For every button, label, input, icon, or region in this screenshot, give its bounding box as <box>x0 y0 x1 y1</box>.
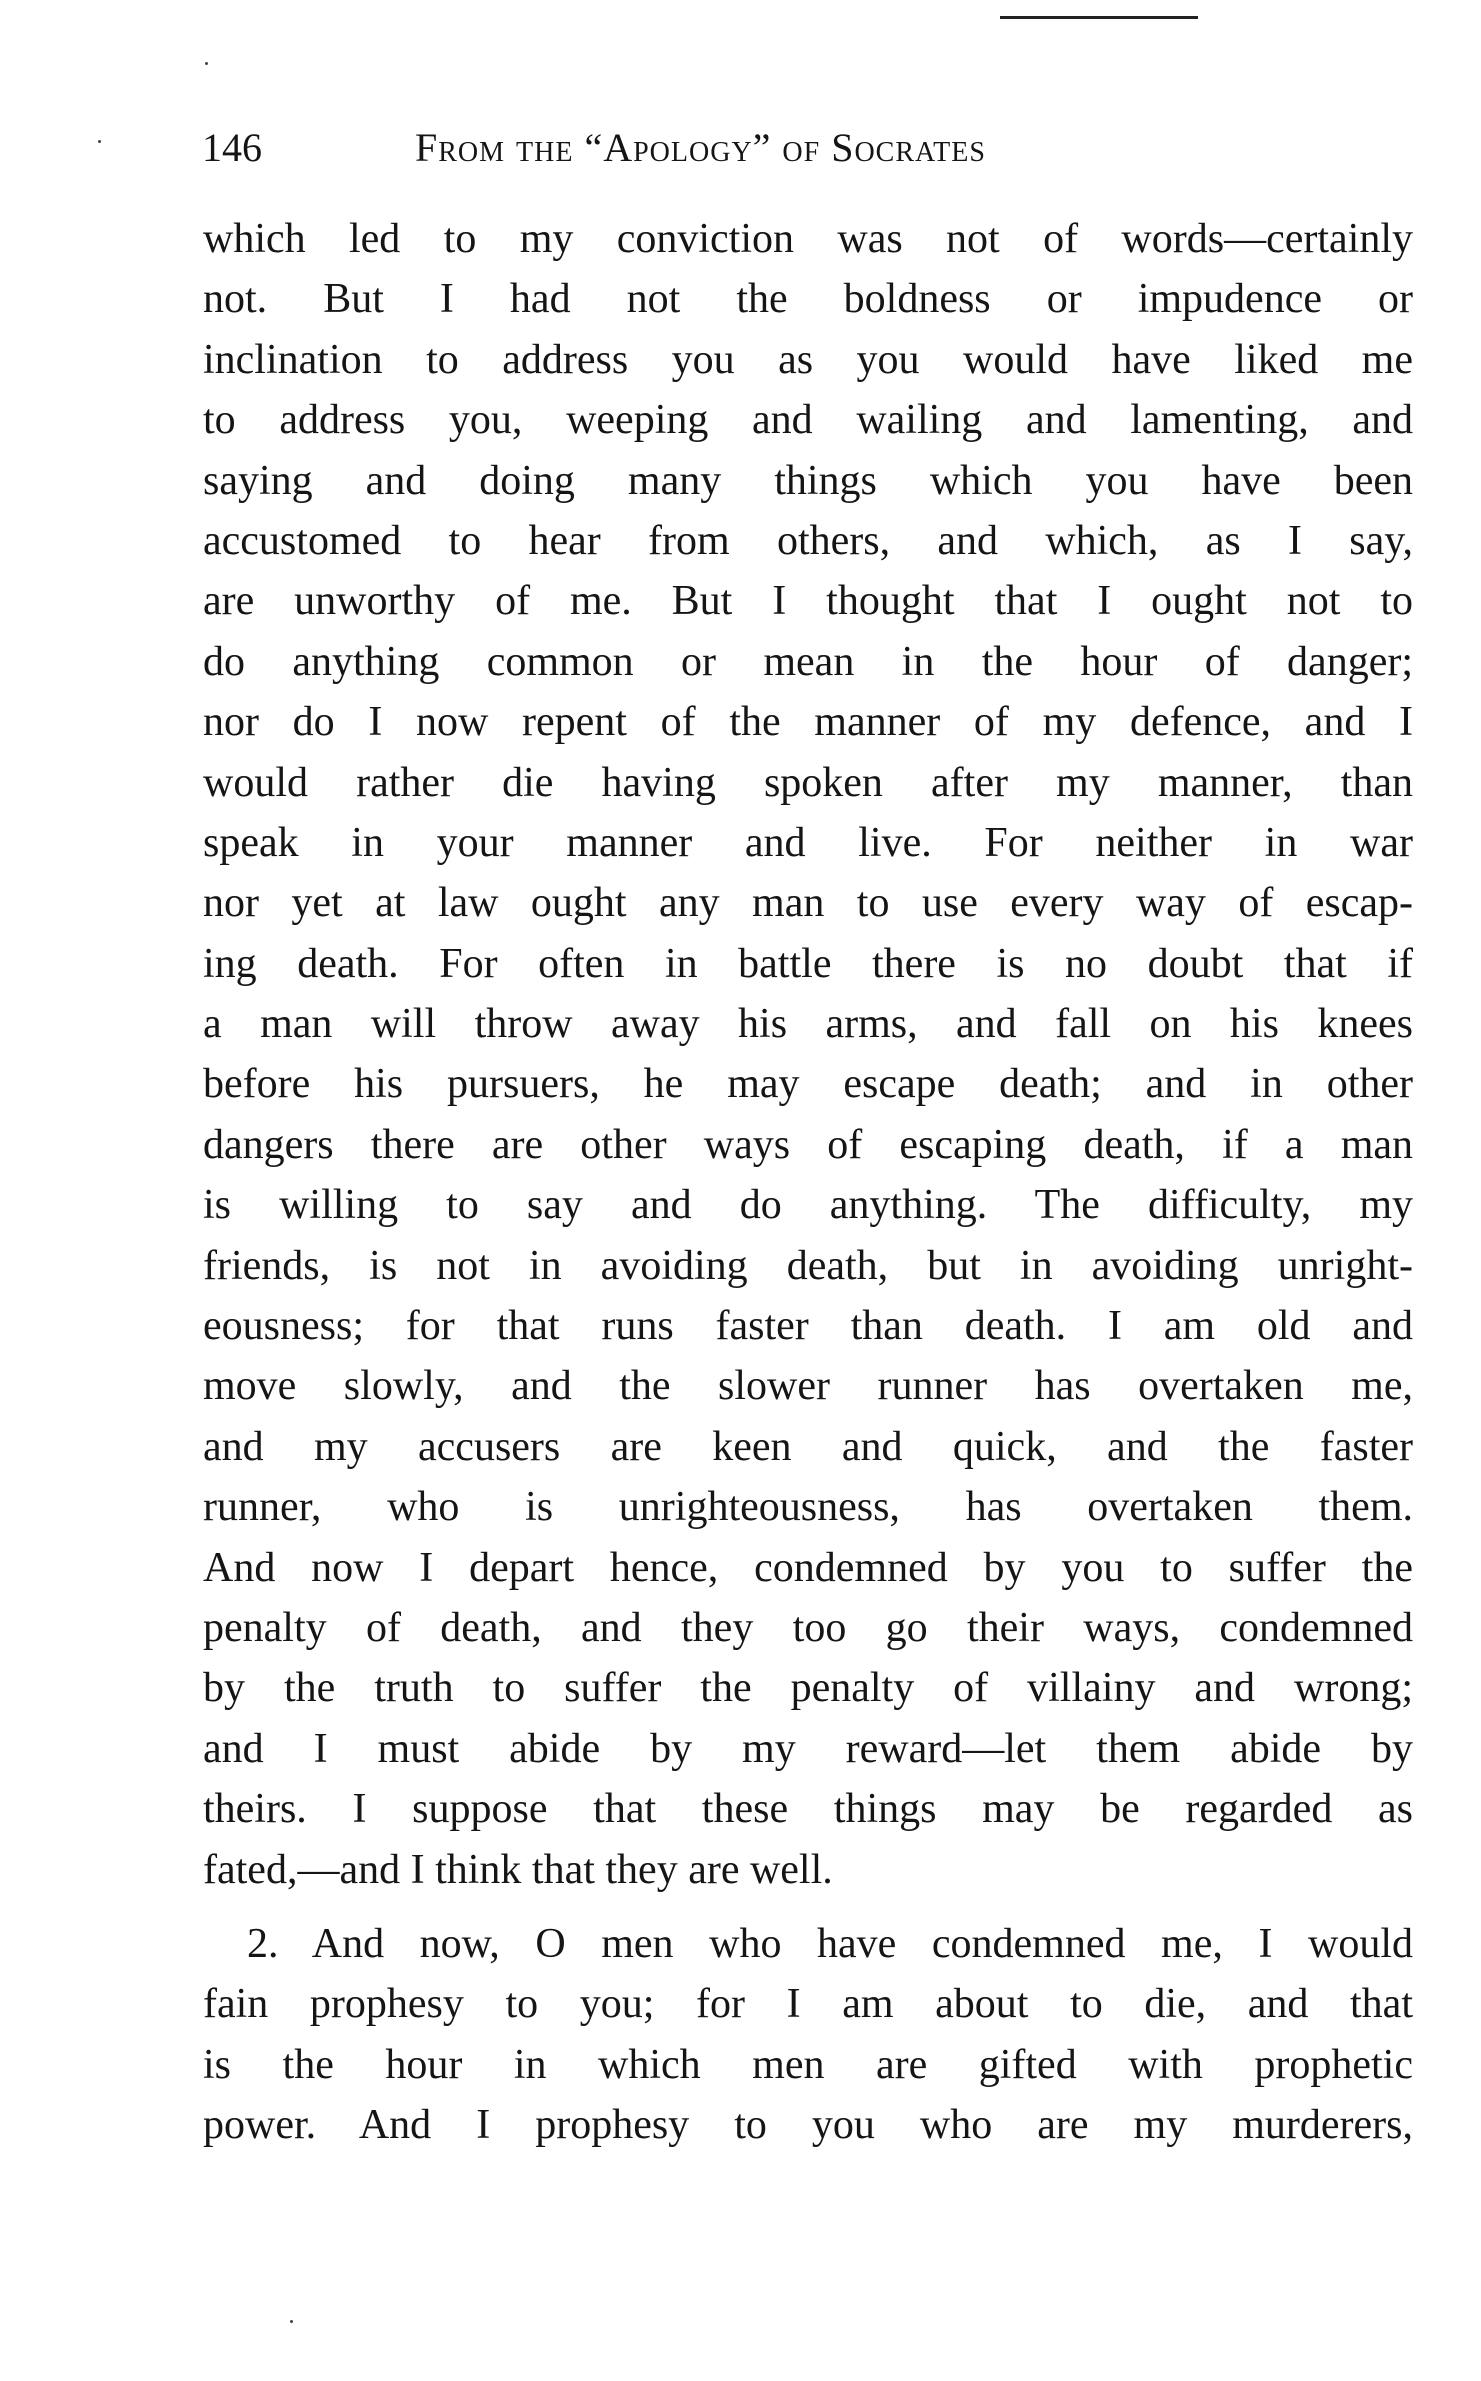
paragraph-gap <box>203 1900 1413 1914</box>
print-speck <box>98 140 101 143</box>
print-speck <box>205 62 208 65</box>
text-line: dangers there are other ways of escaping death, if a man <box>203 1121 1413 1168</box>
paragraph <box>203 209 1413 1900</box>
text-line: not. But I had not the boldness or impudence or <box>203 276 1413 323</box>
paragraph <box>203 1914 1413 2156</box>
text-line: And now I depart hence, condemned by you to suffer the <box>203 1544 1413 1591</box>
text-line: inclination to address you as you would have liked me <box>203 336 1413 383</box>
text-line: and my accusers are keen and quick, and the faster <box>203 1423 1413 1470</box>
text-line: friends, is not in avoiding death, but in avoiding unright- <box>203 1242 1413 1289</box>
text-line: eousness; for that runs faster than death. I am old and <box>203 1303 1413 1350</box>
text-line: and I must abide by my reward—let them abide by <box>203 1725 1413 1772</box>
top-rule-divider <box>1000 16 1198 19</box>
text-line: 2. And now, O men who have condemned me, I would <box>247 1920 1413 1967</box>
text-line: nor yet at law ought any man to use every way of escap- <box>203 880 1413 927</box>
text-line: penalty of death, and they too go their ways, condemned <box>203 1604 1413 1651</box>
print-speck <box>290 2320 293 2323</box>
text-line: accustomed to hear from others, and which, as I say, <box>203 517 1413 564</box>
text-line: runner, who is unrighteousness, has overtaken them. <box>203 1484 1413 1531</box>
page-header <box>202 118 1202 178</box>
body-text <box>203 209 1413 2156</box>
text-line: is the hour in which men are gifted with prophetic <box>203 2041 1413 2088</box>
text-line: power. And I prophesy to you who are my murderers, <box>203 2102 1413 2149</box>
text-line: saying and doing many things which you have been <box>203 457 1413 504</box>
text-line: which led to my conviction was not of words—certainly <box>203 216 1413 262</box>
text-line: do anything common or mean in the hour of danger; <box>203 638 1413 685</box>
text-line: nor do I now repent of the manner of my defence, and I <box>203 699 1413 746</box>
text-line: fated,—and I think that they are well. <box>203 1846 833 1893</box>
text-line: speak in your manner and live. For neither in war <box>203 819 1413 866</box>
text-line: before his pursuers, he may escape death; and in other <box>203 1061 1413 1108</box>
text-line: are unworthy of me. But I thought that I ought not to <box>203 578 1413 625</box>
text-line: ing death. For often in battle there is no doubt that if <box>203 940 1413 987</box>
text-line: move slowly, and the slower runner has overtaken me, <box>203 1363 1413 1410</box>
text-line: would rather die having spoken after my manner, than <box>203 759 1413 806</box>
text-line: by the truth to suffer the penalty of villainy and wrong; <box>203 1665 1413 1712</box>
page-number: 146 <box>202 125 262 170</box>
running-title: From the “Apology” of Socrates <box>415 125 986 170</box>
text-line: is willing to say and do anything. The difficulty, my <box>203 1182 1413 1229</box>
text-line: fain prophesy to you; for I am about to die, and that <box>203 1981 1413 2028</box>
text-line: a man will throw away his arms, and fall on his knees <box>203 1001 1413 1048</box>
text-line: to address you, weeping and wailing and lamenting, and <box>203 397 1413 444</box>
text-line: theirs. I suppose that these things may be regarded as <box>203 1786 1413 1833</box>
